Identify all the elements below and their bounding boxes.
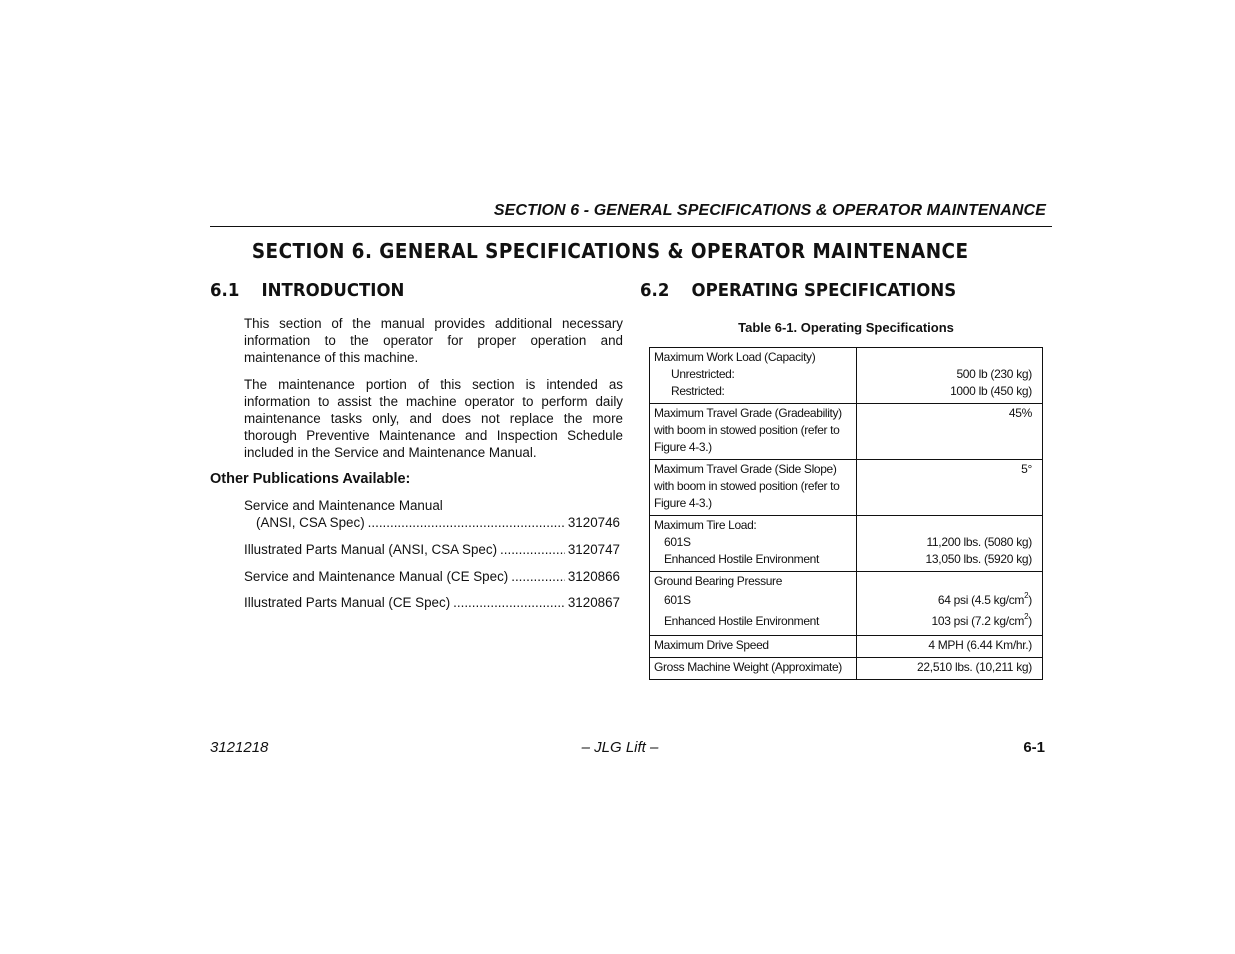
leader-dots xyxy=(500,541,565,558)
operating-specifications-table xyxy=(649,347,1043,680)
spec-label-cell xyxy=(650,636,857,658)
publication-number: 3120746 xyxy=(567,515,620,530)
publication-number: 3120747 xyxy=(567,542,620,557)
table-row xyxy=(650,460,1043,516)
spec-label-cell xyxy=(650,404,857,460)
operating-specifications-title: OPERATING SPECIFICATIONS xyxy=(691,280,957,301)
publication-number: 3120867 xyxy=(567,595,620,610)
spec-sublabel: 601S xyxy=(664,535,691,549)
spec-label: Figure 4-3.) xyxy=(654,496,712,510)
spec-value-cell xyxy=(857,404,1043,460)
leader-dots xyxy=(511,568,565,585)
publication-item xyxy=(244,594,620,611)
spec-value: 13,050 lbs. (5920 kg) xyxy=(925,552,1032,566)
intro-paragraph-1: This section of the manual provides additional necessary information to the operator for proper operation and maintenance of this machine. xyxy=(244,316,623,365)
spec-label: Maximum Travel Grade (Gradeability) xyxy=(654,406,842,420)
spec-value: 4 MPH (6.44 Km/hr.) xyxy=(928,638,1032,652)
spec-label: Maximum Work Load (Capacity) xyxy=(654,350,816,364)
spec-sublabel: 601S xyxy=(664,593,691,607)
spec-label: Maximum Tire Load: xyxy=(654,518,757,532)
spec-sublabel: Enhanced Hostile Environment xyxy=(664,552,819,566)
table-row xyxy=(650,636,1043,658)
spec-label: Maximum Drive Speed xyxy=(654,638,769,652)
introduction-heading xyxy=(210,280,404,301)
spec-label-cell xyxy=(650,572,857,636)
spec-label: Figure 4-3.) xyxy=(654,440,712,454)
table-caption: Table 6-1. Operating Specifications xyxy=(738,320,954,335)
spec-value: 64 psi (4.5 $kg/cm^2$) xyxy=(937,591,1032,607)
spec-value-cell xyxy=(857,658,1043,680)
introduction-title: INTRODUCTION xyxy=(261,280,405,301)
table-row xyxy=(650,658,1043,680)
spec-label-cell xyxy=(650,460,857,516)
spec-value: 11,200 lbs. (5080 kg) xyxy=(926,535,1032,549)
publication-number: 3120866 xyxy=(567,569,620,584)
spec-sublabel: Unrestricted: xyxy=(671,367,735,381)
footer-document-number: 3121218 xyxy=(210,739,269,756)
spec-value: 5° xyxy=(1021,462,1032,476)
operating-specifications-heading xyxy=(640,280,956,301)
footer-brand: – JLG Lift – xyxy=(581,739,659,756)
publication-title: Illustrated Parts Manual (ANSI, CSA Spec) xyxy=(244,542,498,557)
spec-label: Gross Machine Weight (Approximate) xyxy=(654,660,842,674)
spec-sublabel: Enhanced Hostile Environment xyxy=(664,614,819,628)
footer-page-number: 6-1 xyxy=(1023,739,1045,756)
header-rule xyxy=(210,226,1052,227)
spec-sublabel: Restricted: xyxy=(671,384,725,398)
spec-label: Maximum Travel Grade (Side Slope) xyxy=(654,462,837,476)
publication-title: Service and Maintenance Manual xyxy=(244,498,443,513)
publication-item xyxy=(244,541,620,558)
spec-label: Ground Bearing Pressure xyxy=(654,574,783,588)
leader-dots xyxy=(368,514,565,531)
spec-label-cell xyxy=(650,658,857,680)
spec-value: 45% xyxy=(1008,406,1032,420)
spec-value-cell xyxy=(857,348,1043,404)
table-row xyxy=(650,348,1043,404)
publication-title: Illustrated Parts Manual (CE Spec) xyxy=(244,595,451,610)
spec-value-cell xyxy=(857,516,1043,572)
spec-value: 103 psi (7.2 $kg/cm^2$) xyxy=(931,612,1032,628)
table-row xyxy=(650,404,1043,460)
spec-label: with boom in stowed position (refer to xyxy=(654,479,840,493)
publication-item xyxy=(244,497,620,531)
spec-value-cell xyxy=(857,572,1043,636)
table-row xyxy=(650,516,1043,572)
spec-label-cell xyxy=(650,348,857,404)
spec-label-cell xyxy=(650,516,857,572)
spec-value: 500 lb (230 kg) xyxy=(956,367,1032,381)
publication-item xyxy=(244,568,620,585)
spec-value: 1000 lb (450 kg) xyxy=(950,384,1032,398)
operating-specifications-number: 6.2 xyxy=(640,280,670,301)
publication-title-cont: (ANSI, CSA Spec) xyxy=(256,515,365,530)
spec-value-cell xyxy=(857,636,1043,658)
leader-dots xyxy=(453,594,565,611)
section-title: SECTION 6. GENERAL SPECIFICATIONS & OPERATOR MAINTENANCE xyxy=(251,239,969,263)
running-head: SECTION 6 - GENERAL SPECIFICATIONS & OPERATOR MAINTENANCE xyxy=(493,202,1046,219)
publication-title: Service and Maintenance Manual (CE Spec) xyxy=(244,569,509,584)
spec-value-cell xyxy=(857,460,1043,516)
intro-paragraph-2: The maintenance portion of this section is intended as information to assist the machine operator to perform daily maintenance tasks only, and does not replace the more thorough Preventive Maintenance and Inspection Schedule included in the Service and Maintenance Manual. xyxy=(244,377,623,460)
table-row xyxy=(650,572,1043,636)
other-publications-heading: Other Publications Available: xyxy=(210,471,411,487)
spec-value: 22,510 lbs. (10,211 kg) xyxy=(917,660,1032,674)
spec-label: with boom in stowed position (refer to xyxy=(654,423,840,437)
introduction-number: 6.1 xyxy=(210,280,240,301)
